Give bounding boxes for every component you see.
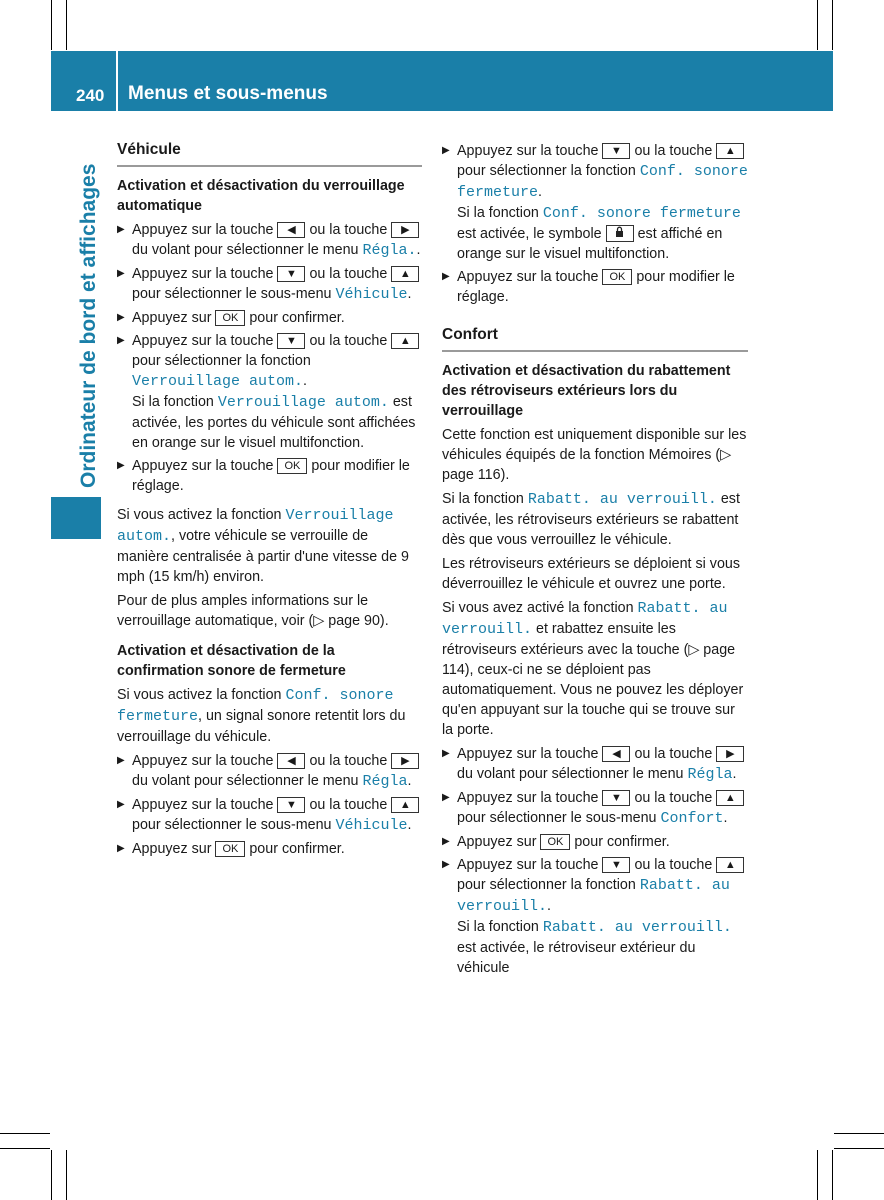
subheading: Activation et désactivation de la confirmation sonore de fermeture xyxy=(117,643,346,679)
ok-key-icon: OK xyxy=(540,834,570,850)
ok-key-icon: OK xyxy=(215,310,245,326)
bullet-icon: ▶ xyxy=(117,224,125,235)
list-item: ▶ Appuyez sur la touche ◀ ou la touche ▶ du volant pour sélectionner le menu Régla. xyxy=(442,744,748,785)
crop-mark xyxy=(832,0,833,50)
crop-mark xyxy=(51,0,52,50)
crop-mark xyxy=(51,1150,52,1200)
ok-key-icon: OK xyxy=(215,841,245,857)
chapter-title: Ordinateur de bord et affichages xyxy=(77,163,100,488)
down-key-icon: ▼ xyxy=(277,333,305,349)
crop-mark xyxy=(817,1150,818,1200)
bullet-icon: ▶ xyxy=(442,836,450,847)
right-key-icon: ▶ xyxy=(716,746,744,762)
bullet-icon: ▶ xyxy=(117,335,125,346)
lock-icon xyxy=(606,225,634,242)
right-key-icon: ▶ xyxy=(391,753,419,769)
menu-code: Verrouillage autom. xyxy=(117,507,394,545)
down-key-icon: ▼ xyxy=(602,143,630,159)
crop-mark xyxy=(834,1148,884,1149)
list-item: ▶ Appuyez sur la touche OK pour modifier le réglage. xyxy=(442,269,735,305)
ok-key-icon: OK xyxy=(277,458,307,474)
left-key-icon: ◀ xyxy=(277,222,305,238)
up-key-icon: ▲ xyxy=(716,143,744,159)
bullet-icon: ▶ xyxy=(117,755,125,766)
up-key-icon: ▲ xyxy=(716,790,744,806)
chapter-tab xyxy=(51,497,101,539)
menu-code: Conf. sonore fermeture xyxy=(542,205,741,222)
down-key-icon: ▼ xyxy=(602,857,630,873)
up-key-icon: ▲ xyxy=(391,266,419,282)
list-item: ▶ Appuyez sur la touche ▼ ou la touche ▲ pour sélectionner le sous-menu Véhicule. xyxy=(117,264,422,305)
down-key-icon: ▼ xyxy=(277,797,305,813)
list-item: ▶ Appuyez sur la touche ◀ ou la touche ▶ du volant pour sélectionner le menu Régla. xyxy=(117,751,422,792)
menu-code: Régla xyxy=(362,773,408,790)
bullet-icon: ▶ xyxy=(117,843,125,854)
bullet-icon: ▶ xyxy=(117,460,125,471)
ok-key-icon: OK xyxy=(602,269,632,285)
crop-mark xyxy=(66,0,67,50)
list-item: ▶ Appuyez sur OK pour confirmer. xyxy=(117,841,345,857)
bullet-icon: ▶ xyxy=(117,799,125,810)
crop-mark xyxy=(66,1150,67,1200)
list-item: ▶ Appuyez sur la touche ▼ ou la touche ▲ pour sélectionner le sous-menu Confort. xyxy=(442,788,748,829)
menu-code: Conf. sonore fermeture xyxy=(457,163,748,201)
list-item: ▶ Appuyez sur la touche OK pour modifier le réglage. xyxy=(117,458,410,494)
list-item: ▶ Appuyez sur la touche ▼ ou la touche ▲ pour sélectionner la fonction Conf. sonore fermeture. Si la fonction Conf. sonore fermeture est activée, le symbole est affiché en orange sur le visuel multifonction. xyxy=(442,143,748,262)
menu-code: Rabatt. au verrouill. xyxy=(442,600,728,638)
page-title: Menus et sous-menus xyxy=(128,83,328,104)
page-number: 240 xyxy=(76,86,105,105)
menu-code: Véhicule xyxy=(335,817,408,834)
crop-mark xyxy=(817,0,818,50)
bullet-icon: ▶ xyxy=(442,792,450,803)
down-key-icon: ▼ xyxy=(277,266,305,282)
list-item: ▶ Appuyez sur la touche ▼ ou la touche ▲ pour sélectionner le sous-menu Véhicule. xyxy=(117,795,422,836)
menu-code: Rabatt. au verrouill. xyxy=(542,919,732,936)
up-key-icon: ▲ xyxy=(716,857,744,873)
menu-code: Véhicule xyxy=(335,286,408,303)
menu-code: Verrouillage autom. xyxy=(132,373,304,390)
header-divider xyxy=(116,51,118,111)
section-heading: Véhicule xyxy=(117,140,422,167)
down-key-icon: ▼ xyxy=(602,790,630,806)
section-heading: Confort xyxy=(442,325,748,352)
bullet-icon: ▶ xyxy=(442,748,450,759)
up-key-icon: ▲ xyxy=(391,797,419,813)
right-key-icon: ▶ xyxy=(391,222,419,238)
list-item: ▶ Appuyez sur OK pour confirmer. xyxy=(117,310,345,326)
bullet-icon: ▶ xyxy=(442,271,450,282)
menu-code: Régla xyxy=(687,766,733,783)
menu-code: Conf. sonore fermeture xyxy=(117,687,394,725)
menu-code: Confort xyxy=(660,810,724,827)
paragraph: Si la fonction Rabatt. au verrouill. est activée, les rétroviseurs extérieurs se rabattent dès que vous verrouillez le véhicule. xyxy=(442,491,740,548)
crop-mark xyxy=(0,1148,50,1149)
list-item: ▶ Appuyez sur la touche ▼ ou la touche ▲ pour sélectionner la fonction Rabatt. au verrouill.. Si la fonction Rabatt. au verrouill. est activée, le rétroviseur extérieur du véhicule xyxy=(442,855,748,978)
up-key-icon: ▲ xyxy=(391,333,419,349)
bullet-icon: ▶ xyxy=(117,268,125,279)
subheading: Activation et désactivation du verrouillage automatique xyxy=(117,178,405,214)
paragraph: Pour de plus amples informations sur le verrouillage automatique, voir (▷ page 90). xyxy=(117,593,389,629)
crop-mark xyxy=(0,1133,50,1134)
menu-code: Régla. xyxy=(362,242,417,259)
subheading: Activation et désactivation du rabattement des rétroviseurs extérieurs lors du verrouillage xyxy=(442,363,731,419)
crop-mark xyxy=(834,1133,884,1134)
menu-code: Verrouillage autom. xyxy=(217,394,389,411)
paragraph: Si vous activez la fonction Conf. sonore fermeture, un signal sonore retentit lors du verrouillage du véhicule. xyxy=(117,687,406,745)
left-column xyxy=(117,140,422,862)
bullet-icon: ▶ xyxy=(442,145,450,156)
list-item: ▶ Appuyez sur la touche ◀ ou la touche ▶ du volant pour sélectionner le menu Régla.. xyxy=(117,222,421,259)
left-key-icon: ◀ xyxy=(277,753,305,769)
left-key-icon: ◀ xyxy=(602,746,630,762)
menu-code: Rabatt. au verrouill. xyxy=(457,877,730,915)
crop-mark xyxy=(832,1150,833,1200)
paragraph: Cette fonction est uniquement disponible sur les véhicules équipés de la fonction Mémoires (▷ page 116). xyxy=(442,427,747,483)
list-item: ▶ Appuyez sur la touche ▼ ou la touche ▲ pour sélectionner la fonction Verrouillage autom.. Si la fonction Verrouillage autom. est activée, les portes du véhicule sont affichées en orange sur le visuel multifonction. xyxy=(117,331,422,453)
bullet-icon: ▶ xyxy=(117,312,125,323)
paragraph: Les rétroviseurs extérieurs se déploient si vous déverrouillez le véhicule et ouvrez une porte. xyxy=(442,556,740,592)
right-column xyxy=(442,141,748,981)
list-item: ▶ Appuyez sur OK pour confirmer. xyxy=(442,834,670,850)
paragraph: Si vous avez activé la fonction Rabatt. au verrouill. et rabattez ensuite les rétroviseurs extérieurs avec la touche (▷ page 114), ceux-ci ne se déploient pas automatiquement. Vous ne pouvez les déployer qu'en appuyant sur la touche qui se trouve sur la porte. xyxy=(442,600,744,738)
menu-code: Rabatt. au verrouill. xyxy=(527,491,717,508)
paragraph: Si vous activez la fonction Verrouillage autom., votre véhicule se verrouille de manière centralisée à partir d'une vitesse de 9 mph (15 km/h) environ. xyxy=(117,507,410,585)
bullet-icon: ▶ xyxy=(442,859,450,870)
